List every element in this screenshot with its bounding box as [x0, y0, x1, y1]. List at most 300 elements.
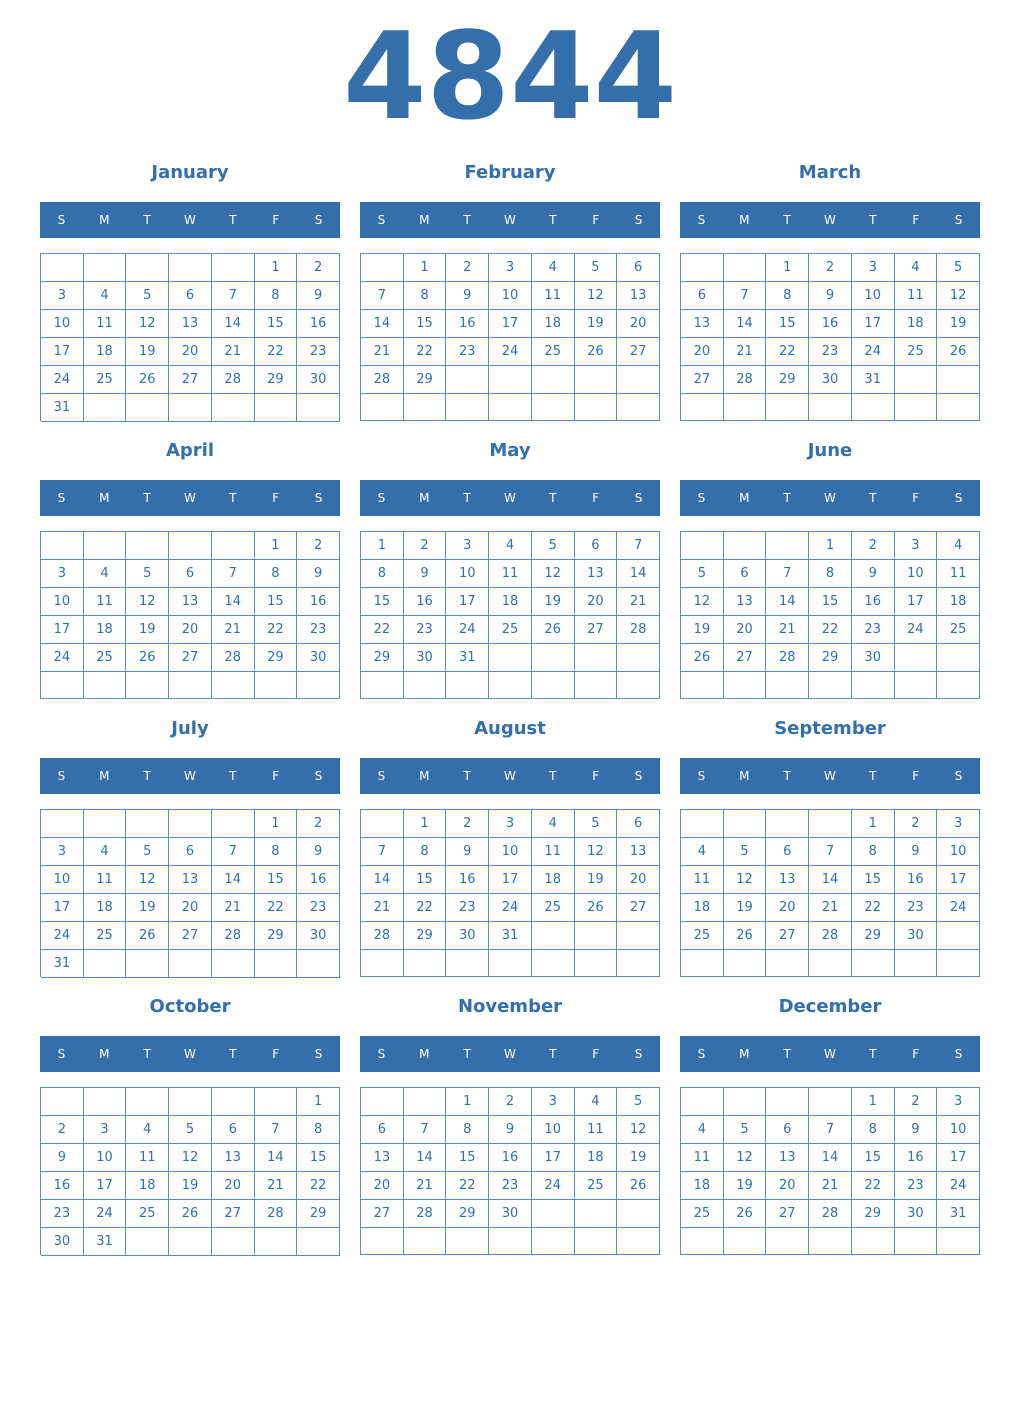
day-cell[interactable]: 12 [126, 866, 169, 894]
day-cell[interactable]: 1 [404, 254, 447, 282]
day-cell[interactable]: 17 [852, 310, 895, 338]
day-cell[interactable]: 1 [766, 254, 809, 282]
day-cell[interactable]: 27 [766, 922, 809, 950]
day-cell[interactable]: 25 [126, 1200, 169, 1228]
day-cell[interactable]: 4 [84, 282, 127, 310]
day-cell[interactable]: 20 [766, 894, 809, 922]
day-cell[interactable]: 11 [532, 838, 575, 866]
day-cell[interactable]: 6 [724, 560, 767, 588]
day-cell[interactable]: 10 [41, 310, 84, 338]
day-cell[interactable]: 27 [617, 338, 660, 366]
day-cell[interactable]: 30 [809, 366, 852, 394]
day-cell[interactable]: 18 [84, 338, 127, 366]
day-cell[interactable]: 11 [532, 282, 575, 310]
day-cell[interactable]: 19 [126, 894, 169, 922]
day-cell[interactable]: 29 [852, 922, 895, 950]
day-cell[interactable]: 24 [446, 616, 489, 644]
day-cell[interactable]: 4 [84, 838, 127, 866]
day-cell[interactable]: 1 [446, 1088, 489, 1116]
day-cell[interactable]: 17 [489, 310, 532, 338]
day-cell[interactable]: 11 [681, 1144, 724, 1172]
day-cell[interactable]: 20 [617, 866, 660, 894]
day-cell[interactable]: 21 [809, 1172, 852, 1200]
day-cell[interactable]: 26 [724, 1200, 767, 1228]
day-cell[interactable]: 9 [297, 560, 340, 588]
day-cell[interactable]: 23 [852, 616, 895, 644]
day-cell[interactable]: 19 [575, 310, 618, 338]
day-cell[interactable]: 26 [724, 922, 767, 950]
day-cell[interactable]: 2 [446, 254, 489, 282]
day-cell[interactable]: 7 [809, 838, 852, 866]
day-cell[interactable]: 30 [446, 922, 489, 950]
day-cell[interactable]: 24 [489, 894, 532, 922]
day-cell[interactable]: 27 [361, 1200, 404, 1228]
day-cell[interactable]: 16 [41, 1172, 84, 1200]
day-cell[interactable]: 23 [297, 338, 340, 366]
day-cell[interactable]: 25 [532, 338, 575, 366]
day-cell[interactable]: 28 [766, 644, 809, 672]
day-cell[interactable]: 15 [404, 310, 447, 338]
day-cell[interactable]: 25 [84, 366, 127, 394]
day-cell[interactable]: 13 [766, 866, 809, 894]
day-cell[interactable]: 18 [681, 894, 724, 922]
day-cell[interactable]: 18 [126, 1172, 169, 1200]
day-cell[interactable]: 20 [575, 588, 618, 616]
day-cell[interactable]: 2 [809, 254, 852, 282]
day-cell[interactable]: 30 [41, 1228, 84, 1256]
day-cell[interactable]: 4 [895, 254, 938, 282]
day-cell[interactable]: 14 [617, 560, 660, 588]
day-cell[interactable]: 22 [255, 616, 298, 644]
day-cell[interactable]: 8 [297, 1116, 340, 1144]
day-cell[interactable]: 25 [575, 1172, 618, 1200]
day-cell[interactable]: 13 [617, 282, 660, 310]
day-cell[interactable]: 14 [404, 1144, 447, 1172]
day-cell[interactable]: 28 [255, 1200, 298, 1228]
day-cell[interactable]: 31 [84, 1228, 127, 1256]
day-cell[interactable]: 14 [212, 588, 255, 616]
day-cell[interactable]: 23 [446, 338, 489, 366]
day-cell[interactable]: 28 [212, 644, 255, 672]
day-cell[interactable]: 27 [575, 616, 618, 644]
day-cell[interactable]: 7 [809, 1116, 852, 1144]
day-cell[interactable]: 15 [255, 866, 298, 894]
day-cell[interactable]: 26 [169, 1200, 212, 1228]
day-cell[interactable]: 13 [766, 1144, 809, 1172]
day-cell[interactable]: 23 [297, 894, 340, 922]
day-cell[interactable]: 28 [212, 366, 255, 394]
day-cell[interactable]: 5 [724, 838, 767, 866]
day-cell[interactable]: 25 [937, 616, 980, 644]
day-cell[interactable]: 23 [41, 1200, 84, 1228]
day-cell[interactable]: 10 [41, 588, 84, 616]
day-cell[interactable]: 5 [126, 838, 169, 866]
day-cell[interactable]: 19 [681, 616, 724, 644]
day-cell[interactable]: 11 [895, 282, 938, 310]
day-cell[interactable]: 20 [766, 1172, 809, 1200]
day-cell[interactable]: 20 [681, 338, 724, 366]
day-cell[interactable]: 5 [937, 254, 980, 282]
day-cell[interactable]: 15 [255, 588, 298, 616]
day-cell[interactable]: 21 [361, 338, 404, 366]
day-cell[interactable]: 16 [404, 588, 447, 616]
day-cell[interactable]: 5 [681, 560, 724, 588]
day-cell[interactable]: 8 [446, 1116, 489, 1144]
day-cell[interactable]: 19 [575, 866, 618, 894]
day-cell[interactable]: 1 [255, 810, 298, 838]
day-cell[interactable]: 31 [937, 1200, 980, 1228]
day-cell[interactable]: 1 [809, 532, 852, 560]
day-cell[interactable]: 23 [446, 894, 489, 922]
day-cell[interactable]: 15 [297, 1144, 340, 1172]
day-cell[interactable]: 8 [404, 838, 447, 866]
day-cell[interactable]: 21 [212, 616, 255, 644]
day-cell[interactable]: 21 [255, 1172, 298, 1200]
day-cell[interactable]: 16 [297, 866, 340, 894]
day-cell[interactable]: 25 [532, 894, 575, 922]
day-cell[interactable]: 5 [126, 560, 169, 588]
day-cell[interactable]: 9 [852, 560, 895, 588]
day-cell[interactable]: 29 [361, 644, 404, 672]
day-cell[interactable]: 17 [895, 588, 938, 616]
day-cell[interactable]: 7 [212, 560, 255, 588]
day-cell[interactable]: 30 [404, 644, 447, 672]
day-cell[interactable]: 9 [297, 282, 340, 310]
day-cell[interactable]: 13 [169, 588, 212, 616]
day-cell[interactable]: 9 [809, 282, 852, 310]
day-cell[interactable]: 15 [852, 866, 895, 894]
day-cell[interactable]: 18 [937, 588, 980, 616]
day-cell[interactable]: 16 [895, 866, 938, 894]
day-cell[interactable]: 28 [617, 616, 660, 644]
day-cell[interactable]: 24 [41, 922, 84, 950]
day-cell[interactable]: 5 [617, 1088, 660, 1116]
day-cell[interactable]: 12 [575, 838, 618, 866]
day-cell[interactable]: 13 [575, 560, 618, 588]
day-cell[interactable]: 10 [41, 866, 84, 894]
day-cell[interactable]: 30 [895, 1200, 938, 1228]
day-cell[interactable]: 28 [361, 922, 404, 950]
day-cell[interactable]: 13 [169, 310, 212, 338]
day-cell[interactable]: 16 [895, 1144, 938, 1172]
day-cell[interactable]: 11 [126, 1144, 169, 1172]
day-cell[interactable]: 5 [169, 1116, 212, 1144]
day-cell[interactable]: 30 [895, 922, 938, 950]
day-cell[interactable]: 3 [937, 810, 980, 838]
day-cell[interactable]: 4 [532, 810, 575, 838]
day-cell[interactable]: 24 [489, 338, 532, 366]
day-cell[interactable]: 11 [489, 560, 532, 588]
day-cell[interactable]: 31 [852, 366, 895, 394]
day-cell[interactable]: 23 [809, 338, 852, 366]
day-cell[interactable]: 29 [766, 366, 809, 394]
day-cell[interactable]: 22 [255, 894, 298, 922]
day-cell[interactable]: 23 [489, 1172, 532, 1200]
day-cell[interactable]: 7 [361, 282, 404, 310]
day-cell[interactable]: 17 [446, 588, 489, 616]
day-cell[interactable]: 12 [724, 1144, 767, 1172]
day-cell[interactable]: 4 [937, 532, 980, 560]
day-cell[interactable]: 10 [937, 838, 980, 866]
day-cell[interactable]: 6 [681, 282, 724, 310]
day-cell[interactable]: 6 [169, 282, 212, 310]
day-cell[interactable]: 27 [212, 1200, 255, 1228]
day-cell[interactable]: 24 [41, 366, 84, 394]
day-cell[interactable]: 26 [937, 338, 980, 366]
day-cell[interactable]: 17 [84, 1172, 127, 1200]
day-cell[interactable]: 18 [489, 588, 532, 616]
day-cell[interactable]: 24 [84, 1200, 127, 1228]
day-cell[interactable]: 9 [446, 838, 489, 866]
day-cell[interactable]: 2 [446, 810, 489, 838]
day-cell[interactable]: 9 [297, 838, 340, 866]
day-cell[interactable]: 20 [724, 616, 767, 644]
day-cell[interactable]: 20 [169, 894, 212, 922]
day-cell[interactable]: 1 [404, 810, 447, 838]
day-cell[interactable]: 14 [212, 310, 255, 338]
day-cell[interactable]: 22 [404, 894, 447, 922]
day-cell[interactable]: 18 [532, 866, 575, 894]
day-cell[interactable]: 27 [169, 366, 212, 394]
day-cell[interactable]: 9 [446, 282, 489, 310]
day-cell[interactable]: 15 [852, 1144, 895, 1172]
day-cell[interactable]: 6 [617, 810, 660, 838]
day-cell[interactable]: 8 [361, 560, 404, 588]
day-cell[interactable]: 29 [255, 922, 298, 950]
day-cell[interactable]: 15 [404, 866, 447, 894]
day-cell[interactable]: 19 [937, 310, 980, 338]
day-cell[interactable]: 27 [169, 922, 212, 950]
day-cell[interactable]: 2 [489, 1088, 532, 1116]
day-cell[interactable]: 8 [404, 282, 447, 310]
day-cell[interactable]: 9 [895, 838, 938, 866]
day-cell[interactable]: 6 [361, 1116, 404, 1144]
day-cell[interactable]: 12 [681, 588, 724, 616]
day-cell[interactable]: 20 [361, 1172, 404, 1200]
day-cell[interactable]: 24 [852, 338, 895, 366]
day-cell[interactable]: 26 [617, 1172, 660, 1200]
day-cell[interactable]: 24 [532, 1172, 575, 1200]
day-cell[interactable]: 10 [532, 1116, 575, 1144]
day-cell[interactable]: 29 [404, 366, 447, 394]
day-cell[interactable]: 5 [724, 1116, 767, 1144]
day-cell[interactable]: 21 [766, 616, 809, 644]
day-cell[interactable]: 12 [126, 310, 169, 338]
day-cell[interactable]: 12 [126, 588, 169, 616]
day-cell[interactable]: 22 [852, 1172, 895, 1200]
day-cell[interactable]: 18 [575, 1144, 618, 1172]
day-cell[interactable]: 22 [809, 616, 852, 644]
day-cell[interactable]: 12 [575, 282, 618, 310]
day-cell[interactable]: 7 [255, 1116, 298, 1144]
day-cell[interactable]: 29 [852, 1200, 895, 1228]
day-cell[interactable]: 2 [297, 254, 340, 282]
day-cell[interactable]: 2 [404, 532, 447, 560]
day-cell[interactable]: 8 [766, 282, 809, 310]
day-cell[interactable]: 10 [489, 282, 532, 310]
day-cell[interactable]: 8 [809, 560, 852, 588]
day-cell[interactable]: 14 [212, 866, 255, 894]
day-cell[interactable]: 4 [126, 1116, 169, 1144]
day-cell[interactable]: 30 [852, 644, 895, 672]
day-cell[interactable]: 13 [724, 588, 767, 616]
day-cell[interactable]: 15 [361, 588, 404, 616]
day-cell[interactable]: 27 [169, 644, 212, 672]
day-cell[interactable]: 19 [126, 616, 169, 644]
day-cell[interactable]: 25 [84, 644, 127, 672]
day-cell[interactable]: 19 [532, 588, 575, 616]
day-cell[interactable]: 14 [361, 866, 404, 894]
day-cell[interactable]: 10 [937, 1116, 980, 1144]
day-cell[interactable]: 26 [126, 644, 169, 672]
day-cell[interactable]: 10 [489, 838, 532, 866]
day-cell[interactable]: 3 [489, 254, 532, 282]
day-cell[interactable]: 24 [937, 894, 980, 922]
day-cell[interactable]: 26 [575, 894, 618, 922]
day-cell[interactable]: 18 [681, 1172, 724, 1200]
day-cell[interactable]: 29 [297, 1200, 340, 1228]
day-cell[interactable]: 9 [404, 560, 447, 588]
day-cell[interactable]: 17 [41, 894, 84, 922]
day-cell[interactable]: 19 [169, 1172, 212, 1200]
day-cell[interactable]: 18 [84, 894, 127, 922]
day-cell[interactable]: 15 [446, 1144, 489, 1172]
day-cell[interactable]: 23 [404, 616, 447, 644]
day-cell[interactable]: 10 [852, 282, 895, 310]
day-cell[interactable]: 23 [895, 894, 938, 922]
day-cell[interactable]: 26 [681, 644, 724, 672]
day-cell[interactable]: 9 [41, 1144, 84, 1172]
day-cell[interactable]: 20 [617, 310, 660, 338]
day-cell[interactable]: 25 [681, 1200, 724, 1228]
day-cell[interactable]: 14 [724, 310, 767, 338]
day-cell[interactable]: 18 [895, 310, 938, 338]
day-cell[interactable]: 10 [895, 560, 938, 588]
day-cell[interactable]: 28 [809, 922, 852, 950]
day-cell[interactable]: 1 [255, 532, 298, 560]
day-cell[interactable]: 21 [404, 1172, 447, 1200]
day-cell[interactable]: 28 [809, 1200, 852, 1228]
day-cell[interactable]: 24 [937, 1172, 980, 1200]
day-cell[interactable]: 28 [361, 366, 404, 394]
day-cell[interactable]: 19 [724, 894, 767, 922]
day-cell[interactable]: 10 [446, 560, 489, 588]
day-cell[interactable]: 2 [297, 810, 340, 838]
day-cell[interactable]: 31 [41, 394, 84, 422]
day-cell[interactable]: 28 [212, 922, 255, 950]
day-cell[interactable]: 3 [852, 254, 895, 282]
day-cell[interactable]: 7 [766, 560, 809, 588]
day-cell[interactable]: 22 [297, 1172, 340, 1200]
day-cell[interactable]: 4 [681, 1116, 724, 1144]
day-cell[interactable]: 26 [126, 366, 169, 394]
day-cell[interactable]: 11 [681, 866, 724, 894]
day-cell[interactable]: 4 [84, 560, 127, 588]
day-cell[interactable]: 14 [809, 866, 852, 894]
day-cell[interactable]: 14 [766, 588, 809, 616]
day-cell[interactable]: 4 [489, 532, 532, 560]
day-cell[interactable]: 5 [575, 810, 618, 838]
day-cell[interactable]: 21 [617, 588, 660, 616]
day-cell[interactable]: 2 [895, 810, 938, 838]
day-cell[interactable]: 17 [41, 616, 84, 644]
day-cell[interactable]: 12 [724, 866, 767, 894]
day-cell[interactable]: 1 [361, 532, 404, 560]
day-cell[interactable]: 19 [724, 1172, 767, 1200]
day-cell[interactable]: 16 [446, 310, 489, 338]
day-cell[interactable]: 2 [41, 1116, 84, 1144]
day-cell[interactable]: 22 [852, 894, 895, 922]
day-cell[interactable]: 31 [446, 644, 489, 672]
day-cell[interactable]: 29 [404, 922, 447, 950]
day-cell[interactable]: 29 [809, 644, 852, 672]
day-cell[interactable]: 24 [895, 616, 938, 644]
day-cell[interactable]: 15 [766, 310, 809, 338]
day-cell[interactable]: 22 [766, 338, 809, 366]
day-cell[interactable]: 30 [297, 922, 340, 950]
day-cell[interactable]: 27 [617, 894, 660, 922]
day-cell[interactable]: 26 [575, 338, 618, 366]
day-cell[interactable]: 30 [297, 644, 340, 672]
day-cell[interactable]: 3 [41, 560, 84, 588]
day-cell[interactable]: 19 [617, 1144, 660, 1172]
day-cell[interactable]: 30 [297, 366, 340, 394]
day-cell[interactable]: 3 [937, 1088, 980, 1116]
day-cell[interactable]: 6 [617, 254, 660, 282]
day-cell[interactable]: 16 [446, 866, 489, 894]
day-cell[interactable]: 31 [489, 922, 532, 950]
day-cell[interactable]: 6 [766, 838, 809, 866]
day-cell[interactable]: 5 [126, 282, 169, 310]
day-cell[interactable]: 5 [575, 254, 618, 282]
day-cell[interactable]: 29 [255, 366, 298, 394]
day-cell[interactable]: 4 [681, 838, 724, 866]
day-cell[interactable]: 19 [126, 338, 169, 366]
day-cell[interactable]: 21 [361, 894, 404, 922]
day-cell[interactable]: 22 [255, 338, 298, 366]
day-cell[interactable]: 5 [532, 532, 575, 560]
day-cell[interactable]: 21 [809, 894, 852, 922]
day-cell[interactable]: 7 [724, 282, 767, 310]
day-cell[interactable]: 23 [895, 1172, 938, 1200]
day-cell[interactable]: 3 [532, 1088, 575, 1116]
day-cell[interactable]: 18 [84, 616, 127, 644]
day-cell[interactable]: 22 [404, 338, 447, 366]
day-cell[interactable]: 27 [766, 1200, 809, 1228]
day-cell[interactable]: 11 [84, 310, 127, 338]
day-cell[interactable]: 27 [724, 644, 767, 672]
day-cell[interactable]: 8 [255, 838, 298, 866]
day-cell[interactable]: 7 [212, 282, 255, 310]
day-cell[interactable]: 1 [852, 810, 895, 838]
day-cell[interactable]: 13 [212, 1144, 255, 1172]
day-cell[interactable]: 11 [937, 560, 980, 588]
day-cell[interactable]: 12 [617, 1116, 660, 1144]
day-cell[interactable]: 29 [255, 644, 298, 672]
day-cell[interactable]: 28 [404, 1200, 447, 1228]
day-cell[interactable]: 16 [852, 588, 895, 616]
day-cell[interactable]: 8 [255, 560, 298, 588]
day-cell[interactable]: 21 [724, 338, 767, 366]
day-cell[interactable]: 8 [852, 1116, 895, 1144]
day-cell[interactable]: 28 [724, 366, 767, 394]
day-cell[interactable]: 16 [297, 310, 340, 338]
day-cell[interactable]: 2 [852, 532, 895, 560]
day-cell[interactable]: 2 [895, 1088, 938, 1116]
day-cell[interactable]: 26 [532, 616, 575, 644]
day-cell[interactable]: 9 [895, 1116, 938, 1144]
day-cell[interactable]: 15 [809, 588, 852, 616]
